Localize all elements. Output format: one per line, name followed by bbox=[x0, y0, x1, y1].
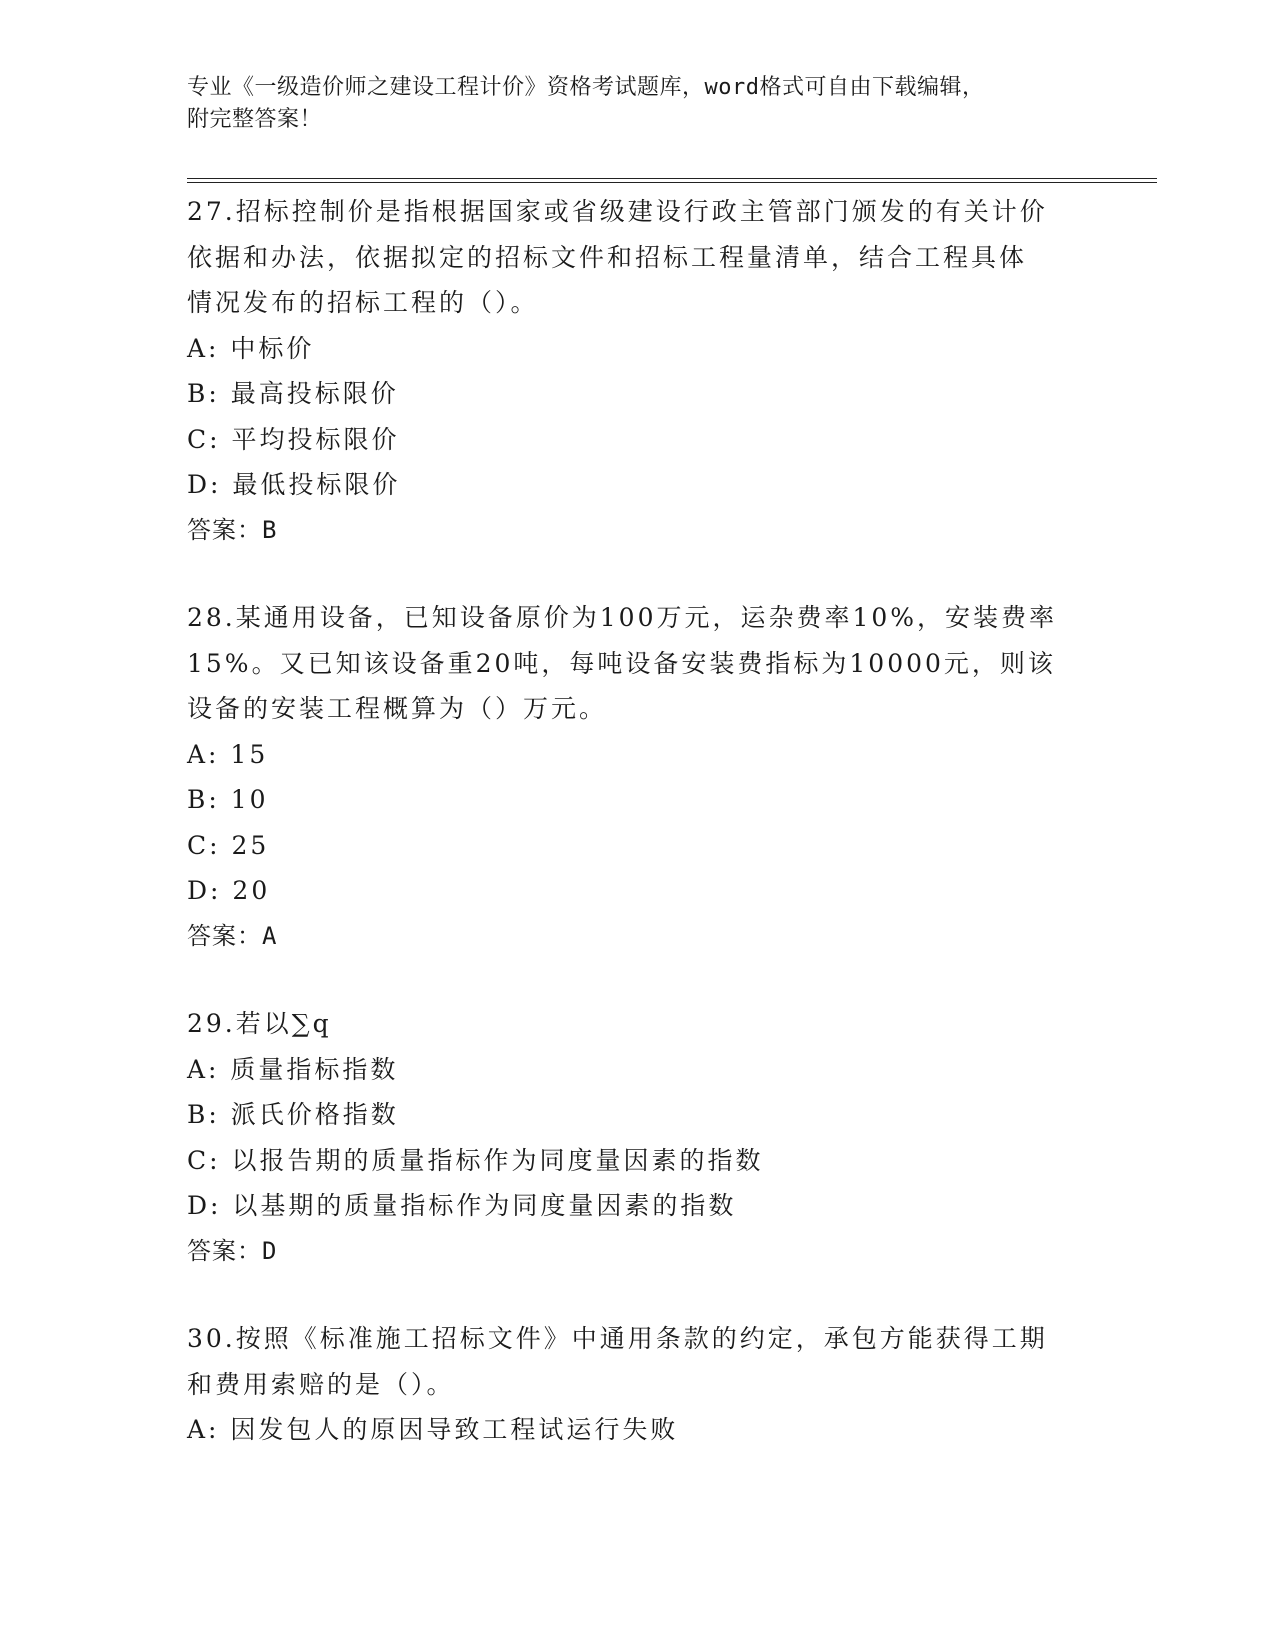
stem-line: 和费用索赔的是（）。 bbox=[187, 1369, 455, 1399]
stem-line: 29.若以∑q bbox=[187, 1009, 332, 1038]
option-d: D: 最低投标限价 bbox=[187, 470, 401, 499]
header-line-1: 专业《一级造价师之建设工程计价》资格考试题库，word格式可自由下载编辑， bbox=[187, 75, 985, 100]
option-d: D: 20 bbox=[187, 876, 271, 905]
question-stem bbox=[187, 595, 1087, 732]
option-a: A: 15 bbox=[187, 739, 269, 769]
answer-line: 答案：D bbox=[187, 1236, 278, 1265]
option-d: D: 以基期的质量指标作为同度量因素的指数 bbox=[187, 1191, 737, 1220]
option-a: A: 因发包人的原因导致工程试运行失败 bbox=[187, 1415, 679, 1444]
question-stem bbox=[187, 1001, 1087, 1047]
answer-line: 答案：B bbox=[187, 515, 278, 544]
question-list bbox=[187, 189, 1087, 1495]
header-line-2: 附完整答案！ bbox=[187, 107, 323, 132]
option-c: C: 25 bbox=[187, 830, 270, 860]
option-c: C: 平均投标限价 bbox=[187, 424, 400, 454]
document-header bbox=[187, 72, 1087, 136]
stem-line: 情况发布的招标工程的（）。 bbox=[187, 288, 539, 317]
option-b: B: 派氏价格指数 bbox=[187, 1100, 399, 1129]
question-29 bbox=[187, 1001, 1087, 1274]
question-28 bbox=[187, 595, 1087, 959]
stem-line: 27.招标控制价是指根据国家或省级建设行政主管部门颁发的有关计价 bbox=[187, 197, 1048, 226]
question-30 bbox=[187, 1316, 1087, 1453]
answer-line: 答案：A bbox=[187, 921, 278, 950]
option-b: B: 10 bbox=[187, 785, 269, 814]
stem-line: 28.某通用设备，已知设备原价为100万元，运杂费率10%，安装费率 bbox=[187, 603, 1058, 632]
stem-line: 15%。又已知该设备重20吨，每吨设备安装费指标为10000元，则该 bbox=[187, 648, 1056, 678]
option-c: C: 以报告期的质量指标作为同度量因素的指数 bbox=[187, 1145, 764, 1175]
question-stem bbox=[187, 1316, 1087, 1407]
question-27 bbox=[187, 189, 1087, 553]
option-b: B: 最高投标限价 bbox=[187, 379, 399, 408]
stem-line: 依据和办法，依据拟定的招标文件和招标工程量清单，结合工程具体 bbox=[187, 242, 1028, 272]
option-a: A: 中标价 bbox=[187, 333, 315, 363]
header-divider bbox=[187, 178, 1157, 183]
option-a: A: 质量指标指数 bbox=[187, 1054, 399, 1084]
stem-line: 30.按照《标准施工招标文件》中通用条款的约定，承包方能获得工期 bbox=[187, 1324, 1048, 1353]
question-stem bbox=[187, 189, 1087, 326]
stem-line: 设备的安装工程概算为（）万元。 bbox=[187, 694, 608, 723]
